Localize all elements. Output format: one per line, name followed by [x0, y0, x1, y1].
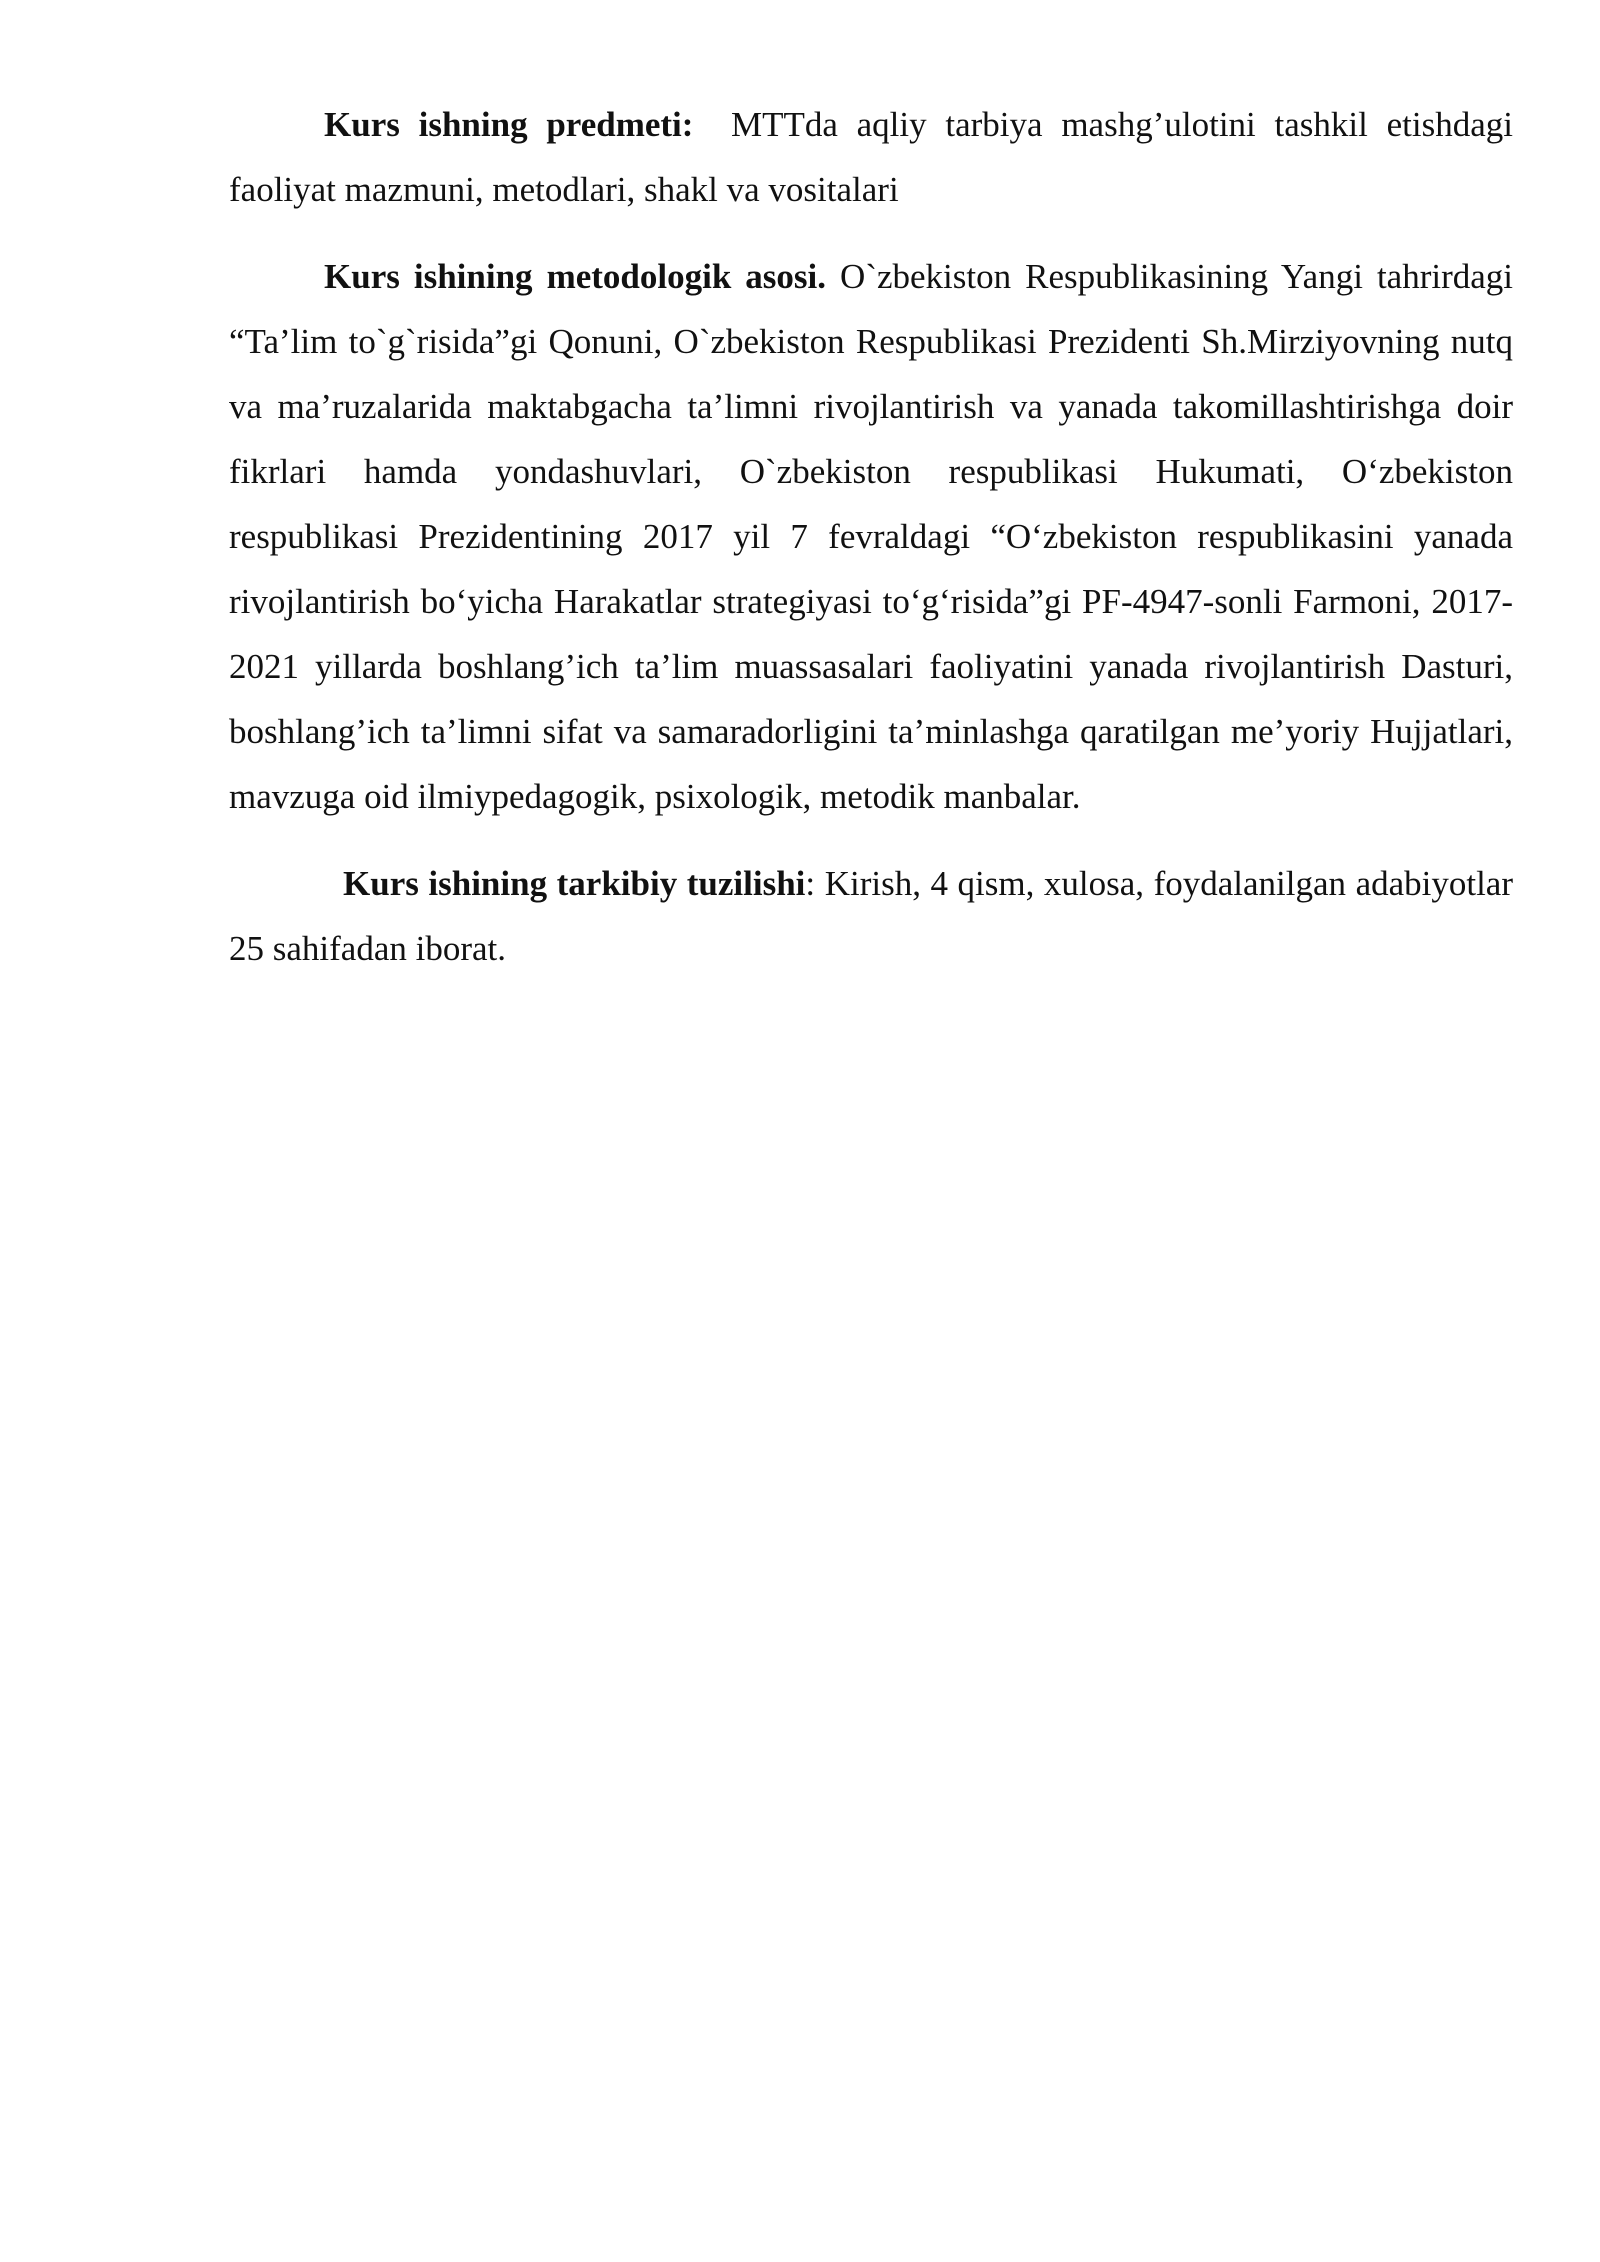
paragraph-methodology — [229, 244, 1513, 829]
paragraph-separator: : — [805, 864, 825, 903]
paragraph-separator — [693, 105, 731, 144]
paragraph-subject — [229, 92, 1513, 222]
paragraph-text: O`zbekiston Respublikasining Yangi tahrirdagi “Ta’lim to`g`risida”gi Qonuni, O`zbekiston Respublikasi Prezidenti Sh.Mirziyovning nutq va ma’ruzalarida maktabgacha ta’limni rivojlantirish va yanada takomillashtirishga doir fikrlari hamda yondashuvlari, O`zbekiston respublikasi Hukumati, O‘zbekiston respublikasi Prezidentining 2017 yil 7 fevraldagi “O‘zbekiston respublikasini yanada rivojlantirish bo‘yicha Harakatlar strategiyasi to‘g‘risida”gi PF-4947-sonli Farmoni, 2017-2021 yillarda boshlang’ich ta’lim muassasalari faoliyatini yanada rivojlantirish Dasturi, boshlang’ich ta’limni sifat va samaradorligini ta’minlashga qaratilgan me’yoriy Hujjatlari, mavzuga oid ilmiypedagogik, psixologik, metodik manbalar. — [229, 257, 1513, 816]
paragraph-text: MTTda aqliy tarbiya mashg’ulotini tashkil etishdagi faoliyat mazmuni, metodlari, shakl va vositalari — [229, 105, 1513, 209]
paragraph-heading: Kurs ishining metodologik asosi. — [324, 257, 827, 296]
paragraph-text: Kirish, 4 qism, xulosa, foydalanilgan adabiyotlar 25 sahifadan iborat. — [229, 864, 1514, 968]
paragraph-separator — [826, 257, 840, 296]
paragraph-heading: Kurs ishning predmeti: — [324, 105, 694, 144]
paragraph-structure — [229, 851, 1513, 981]
document-body — [229, 92, 1513, 981]
paragraph-heading: Kurs ishining tarkibiy tuzilishi — [343, 864, 806, 903]
